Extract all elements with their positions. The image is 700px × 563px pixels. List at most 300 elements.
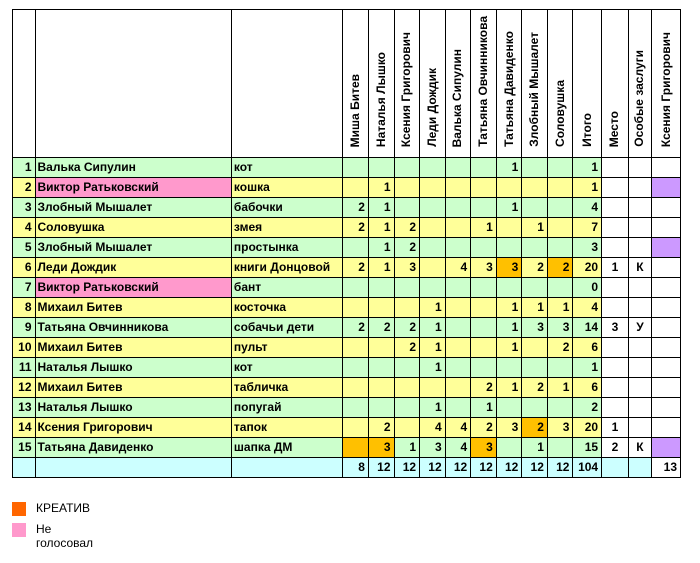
judge-total: 12 [368,458,394,478]
score-cell [420,278,446,298]
score-cell: 1 [420,398,446,418]
author-name: Леди Дождик [35,258,231,278]
score-cell [394,358,420,378]
place-cell [602,158,629,178]
score-cell: 1 [496,318,522,338]
score-cell: 2 [471,378,497,398]
place-cell: 1 [602,418,629,438]
merit-label: Особые заслуги [632,50,647,147]
author-name: Виктор Ратьковский [35,178,231,198]
score-cell: 2 [368,418,394,438]
merit-cell: К [628,258,652,278]
score-cell [445,278,471,298]
score-cell [420,238,446,258]
score-cell [471,338,497,358]
extra-cell [652,298,681,318]
score-cell: 3 [496,258,522,278]
author-name: Татьяна Овчинникова [35,318,231,338]
score-cell [547,438,573,458]
score-cell: 3 [394,258,420,278]
score-cell: 2 [547,338,573,358]
score-cell [368,338,394,358]
score-cell: 4 [420,418,446,438]
total-label: Итого [579,113,594,147]
merit-cell [628,218,652,238]
judge-name: Татьяна Овчинникова [476,16,490,147]
score-cell: 1 [522,438,548,458]
author-name: Соловушка [35,218,231,238]
score-cell [394,198,420,218]
work-title: кот [231,358,343,378]
table-row [13,358,681,378]
table-row [13,238,681,258]
score-cell [445,398,471,418]
place-cell [602,358,629,378]
judge-name: Леди Дождик [424,68,439,147]
merit-cell [628,278,652,298]
place-cell [602,338,629,358]
totals-blank [602,458,629,478]
score-cell [522,198,548,218]
score-cell: 2 [368,318,394,338]
total-cell: 1 [573,358,602,378]
table-row [13,198,681,218]
score-cell: 2 [343,198,369,218]
header-blank-title [231,10,343,158]
totals-blank [35,458,231,478]
score-cell [343,438,369,458]
score-cell: 2 [522,258,548,278]
judge-total: 12 [547,458,573,478]
work-title: книги Донцовой [231,258,343,278]
row-number: 13 [13,398,36,418]
score-cell [547,278,573,298]
score-cell [343,298,369,318]
score-cell: 1 [547,378,573,398]
total-cell: 4 [573,198,602,218]
header-judge [420,10,446,158]
total-cell: 15 [573,438,602,458]
work-title: простынка [231,238,343,258]
score-cell [496,358,522,378]
work-title: попугай [231,398,343,418]
score-cell [445,218,471,238]
score-cell [547,238,573,258]
score-cell [547,158,573,178]
score-cell: 4 [445,438,471,458]
score-cell: 1 [496,198,522,218]
score-cell [471,238,497,258]
header-judge [394,10,420,158]
merit-cell [628,398,652,418]
score-cell [445,238,471,258]
header-judge [496,10,522,158]
place-cell: 2 [602,438,629,458]
total-cell: 1 [573,158,602,178]
extra-cell [652,158,681,178]
score-cell [445,198,471,218]
score-cell: 2 [343,318,369,338]
score-cell [368,398,394,418]
extra-cell [652,398,681,418]
header-judge [343,10,369,158]
work-title: змея [231,218,343,238]
table-row [13,218,681,238]
place-cell [602,278,629,298]
extra-cell [652,178,681,198]
total-cell: 1 [573,178,602,198]
score-cell [522,358,548,378]
work-title: кот [231,158,343,178]
grand-total: 104 [573,458,602,478]
author-name: Виктор Ратьковский [35,278,231,298]
score-cell [343,358,369,378]
author-name: Злобный Мышалет [35,238,231,258]
score-cell [445,318,471,338]
score-cell: 1 [368,198,394,218]
score-cell: 3 [420,438,446,458]
score-cell: 2 [471,418,497,438]
judge-total: 12 [394,458,420,478]
score-cell: 1 [420,358,446,378]
judge-total: 12 [445,458,471,478]
merit-cell: У [628,318,652,338]
judge-name: Ксения Григорович [399,31,414,147]
extra-cell [652,418,681,438]
totals-blank [628,458,652,478]
score-cell [522,398,548,418]
score-cell [522,158,548,178]
score-cell [547,198,573,218]
totals-blank [231,458,343,478]
score-cell [394,298,420,318]
row-number: 15 [13,438,36,458]
score-cell [471,318,497,338]
score-cell: 2 [394,218,420,238]
work-title: тапок [231,418,343,438]
merit-cell [628,358,652,378]
row-number: 6 [13,258,36,278]
score-cell: 2 [547,258,573,278]
merit-cell [628,418,652,438]
score-cell: 1 [394,438,420,458]
score-cell: 2 [394,238,420,258]
score-cell [522,278,548,298]
work-title: табличка [231,378,343,398]
table-row [13,298,681,318]
extra-cell [652,358,681,378]
voting-table [12,9,681,478]
score-cell: 1 [496,338,522,358]
score-cell [445,338,471,358]
score-cell: 1 [368,238,394,258]
score-cell [522,338,548,358]
score-cell: 1 [496,158,522,178]
score-cell [445,158,471,178]
score-cell: 1 [420,318,446,338]
score-cell [445,358,471,378]
score-cell [420,158,446,178]
legend-label: КРЕАТИВ [36,501,91,515]
judge-name: Татьяна Давиденко [501,31,516,147]
table-row [13,318,681,338]
score-cell [368,378,394,398]
row-number: 14 [13,418,36,438]
score-cell [420,198,446,218]
table-row [13,338,681,358]
merit-cell [628,158,652,178]
place-cell: 1 [602,258,629,278]
table-row [13,178,681,198]
score-cell: 3 [547,318,573,338]
place-cell [602,178,629,198]
score-cell [445,378,471,398]
table-row [13,398,681,418]
score-cell [343,338,369,358]
score-cell [394,398,420,418]
legend-label: Не голосовал [36,522,94,550]
work-title: бабочки [231,198,343,218]
judge-name: Миша Битев [348,73,363,147]
score-cell [547,398,573,418]
score-cell [445,178,471,198]
score-cell [368,158,394,178]
score-cell [496,398,522,418]
judge-name: Злобный Мышалет [527,32,542,147]
totals-row [13,458,681,478]
score-cell [394,158,420,178]
total-cell: 7 [573,218,602,238]
row-number: 8 [13,298,36,318]
table-row [13,418,681,438]
score-cell: 3 [547,418,573,438]
score-cell [547,218,573,238]
judge-total: 8 [343,458,369,478]
judge-total: 12 [420,458,446,478]
place-cell [602,218,629,238]
total-cell: 0 [573,278,602,298]
score-cell: 1 [471,398,497,418]
judge-total: 12 [522,458,548,478]
score-cell: 1 [496,378,522,398]
score-cell [394,378,420,398]
work-title: пульт [231,338,343,358]
extra-cell [652,238,681,258]
merit-cell [628,238,652,258]
score-cell [368,278,394,298]
extra-total: 13 [652,458,681,478]
table-row [13,278,681,298]
work-title: кошка [231,178,343,198]
merit-cell [628,338,652,358]
total-cell: 20 [573,258,602,278]
total-cell: 20 [573,418,602,438]
score-cell [420,218,446,238]
score-cell: 1 [368,178,394,198]
table-row [13,378,681,398]
score-cell [394,278,420,298]
extra-cell [652,218,681,238]
score-cell [343,278,369,298]
score-cell [547,178,573,198]
author-name: Ксения Григорович [35,418,231,438]
score-cell [420,258,446,278]
extra-cell [652,318,681,338]
author-name: Наталья Лышко [35,398,231,418]
score-cell [343,378,369,398]
header-judge [368,10,394,158]
score-cell: 2 [343,218,369,238]
total-cell: 2 [573,398,602,418]
legend-swatch [12,502,26,516]
totals-blank [13,458,36,478]
score-cell [420,378,446,398]
score-cell [343,398,369,418]
total-cell: 6 [573,378,602,398]
author-name: Наталья Лышко [35,358,231,378]
score-cell [547,358,573,378]
merit-cell [628,378,652,398]
header-place [602,10,629,158]
score-cell [394,418,420,438]
score-cell [420,178,446,198]
work-title: косточка [231,298,343,318]
score-cell: 1 [368,218,394,238]
merit-cell [628,178,652,198]
score-cell [522,238,548,258]
score-cell: 3 [471,438,497,458]
score-cell [343,238,369,258]
score-cell: 4 [445,418,471,438]
merit-cell: К [628,438,652,458]
extra-cell [652,278,681,298]
row-number: 2 [13,178,36,198]
score-cell [368,298,394,318]
table-row [13,158,681,178]
author-name: Михаил Битев [35,378,231,398]
score-cell [471,198,497,218]
table-row [13,438,681,458]
header-total [573,10,602,158]
score-cell [471,158,497,178]
score-cell [496,238,522,258]
row-number: 10 [13,338,36,358]
score-cell [471,358,497,378]
row-number: 11 [13,358,36,378]
score-cell [471,298,497,318]
header-blank-number [13,10,36,158]
score-cell: 4 [445,258,471,278]
header-judge [445,10,471,158]
row-number: 12 [13,378,36,398]
author-name: Татьяна Давиденко [35,438,231,458]
score-cell [368,358,394,378]
judge-name: Валька Сипулин [450,48,465,147]
place-cell [602,298,629,318]
judge-name: Соловушка [552,80,567,147]
place-label: Место [607,110,622,147]
score-cell: 1 [420,298,446,318]
score-cell: 1 [522,298,548,318]
extra-cell [652,438,681,458]
row-number: 7 [13,278,36,298]
header-extra [652,10,681,158]
author-name: Михаил Битев [35,338,231,358]
score-cell [471,278,497,298]
header-merit [628,10,652,158]
total-cell: 4 [573,298,602,318]
score-cell [496,438,522,458]
score-cell: 1 [420,338,446,358]
header-judge [471,10,497,158]
place-cell [602,378,629,398]
row-number: 9 [13,318,36,338]
score-cell [496,278,522,298]
total-cell: 6 [573,338,602,358]
score-cell [496,218,522,238]
score-cell: 1 [496,298,522,318]
header-judge [522,10,548,158]
header-row [13,10,681,158]
extra-judge-label: Ксения Григорович [658,31,673,147]
score-cell: 2 [394,338,420,358]
score-cell [496,178,522,198]
score-cell: 1 [368,258,394,278]
score-cell [343,158,369,178]
extra-cell [652,378,681,398]
judge-total: 12 [471,458,497,478]
score-cell: 1 [471,218,497,238]
judge-name: Наталья Лышко [373,51,388,147]
header-blank-author [35,10,231,158]
score-cell: 2 [343,258,369,278]
score-cell: 1 [522,218,548,238]
score-cell: 1 [547,298,573,318]
score-cell: 2 [522,418,548,438]
place-cell: 3 [602,318,629,338]
author-name: Злобный Мышалет [35,198,231,218]
score-cell [394,178,420,198]
row-number: 3 [13,198,36,218]
legend-swatch [12,523,26,537]
judge-total: 12 [496,458,522,478]
work-title: шапка ДМ [231,438,343,458]
author-name: Михаил Битев [35,298,231,318]
total-cell: 14 [573,318,602,338]
score-cell: 2 [394,318,420,338]
total-cell: 3 [573,238,602,258]
table-row [13,258,681,278]
work-title: бант [231,278,343,298]
place-cell [602,238,629,258]
merit-cell [628,298,652,318]
score-cell [522,178,548,198]
score-cell: 3 [522,318,548,338]
row-number: 5 [13,238,36,258]
extra-cell [652,338,681,358]
header-judge [547,10,573,158]
score-cell [343,178,369,198]
extra-cell [652,258,681,278]
author-name: Валька Сипулин [35,158,231,178]
place-cell [602,198,629,218]
extra-cell [652,198,681,218]
merit-cell [628,198,652,218]
score-cell: 3 [496,418,522,438]
score-cell [471,178,497,198]
score-cell [445,298,471,318]
score-cell: 3 [368,438,394,458]
